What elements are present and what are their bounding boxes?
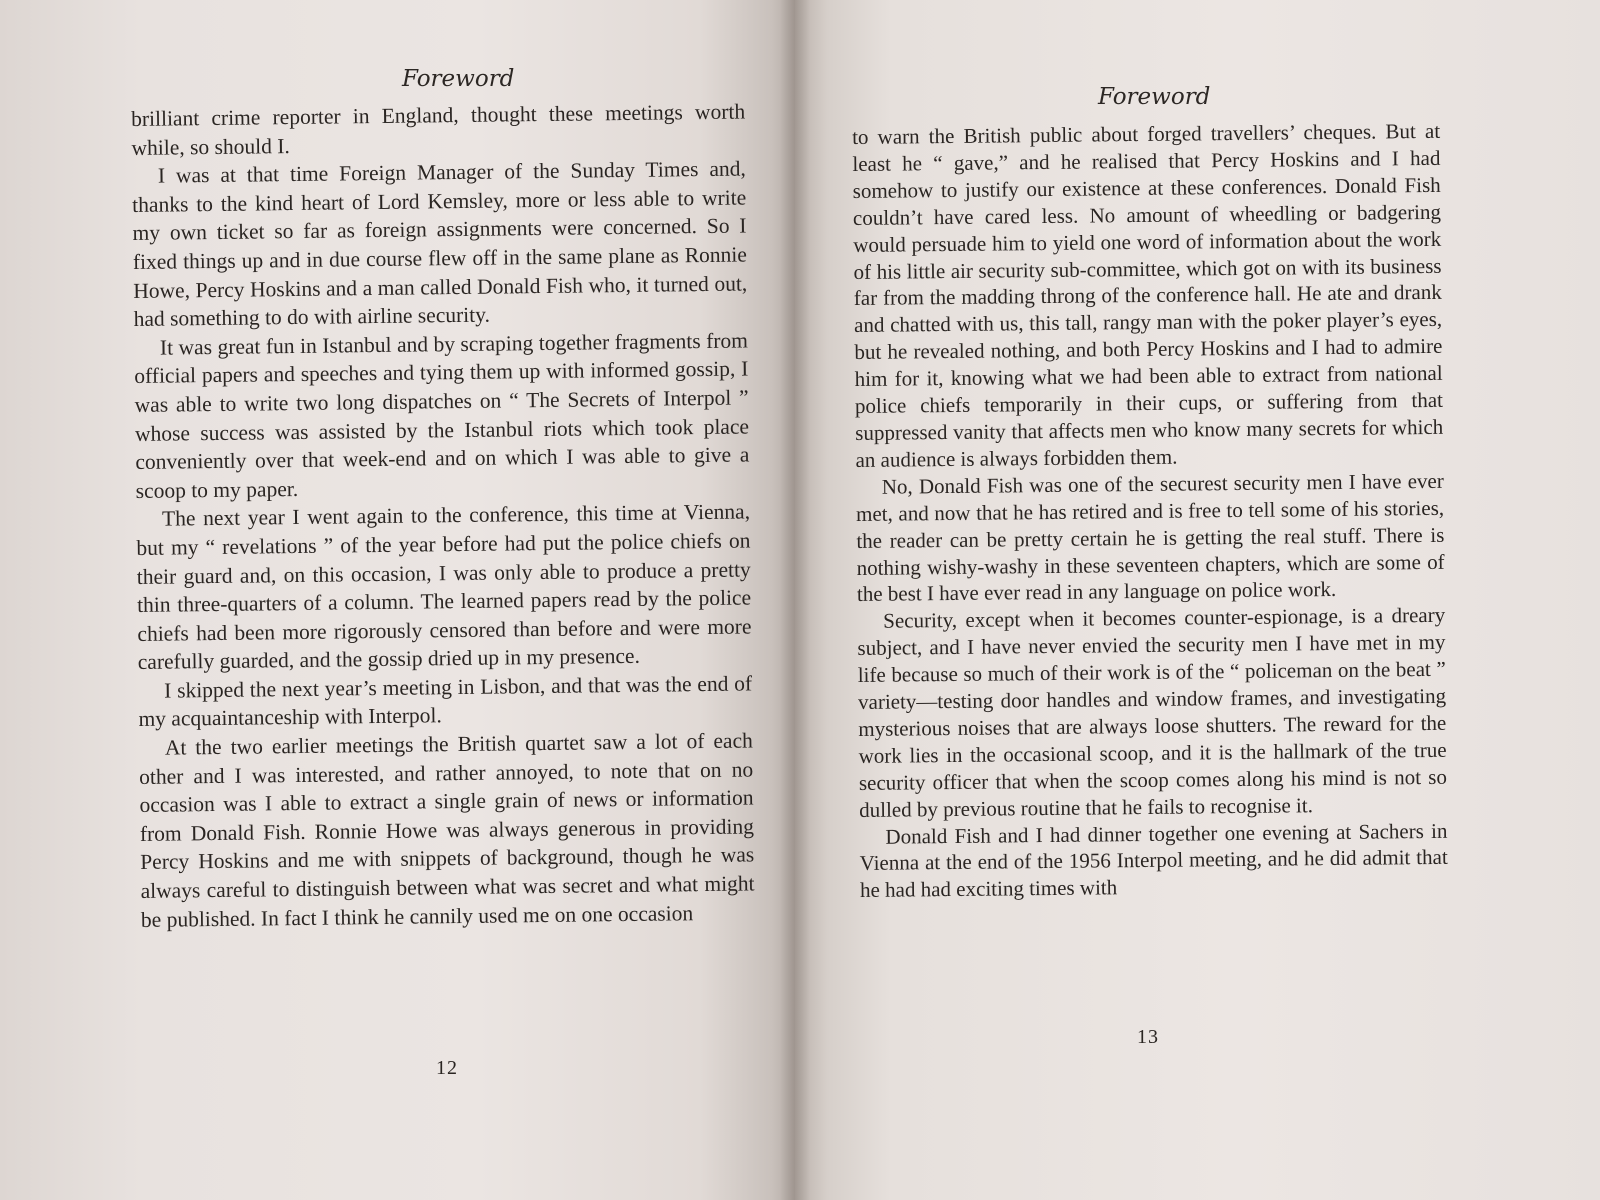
page-number: 13 [1137,1026,1159,1048]
paragraph: Donald Fish and I had dinner together one evening at Sachers in Vienna at the end of the 1956 Interpol meeting, and he did admit that he had had exciting times with [859,818,1448,903]
body-text [131,97,755,934]
paragraph: brilliant crime reporter in England, thought these meetings worth while, so should I. [131,99,746,160]
page-number: 12 [436,1057,458,1079]
left-page [0,0,795,1200]
paragraph: Security, except when it becomes counter-espionage, is a dreary subject, and I have never envied the security men I have met in my life because so much of their work is of the “ policeman on the beat ” variety—testing door handles and window frames, and investigating mysterious noises that are always loose shutters. The reward for the work lies in the occasional scoop, and it is the hallmark of the true security officer that when the scoop comes along his mind is not so dulled by previous routine that he fails to recognise it. [857,603,1447,822]
running-head: Foreword [402,66,515,92]
running-head: Foreword [1098,84,1211,110]
paragraph: The next year I went again to the conference, this time at Vienna, but my “ revelations ” of the year before had put the police chiefs on their guard and, on this occasion, I was only able to produce a pretty thin three-quarters of a column. The learned papers read by the police chiefs had been more rigorously censored than before and were more carefully guarded, and the gossip dried up in my presence. [136,499,752,675]
paragraph: to warn the British public about forged travellers’ cheques. But at least he “ gave,” and he realised that Percy Hoskins and I had somehow to justify our existence at these conferences. Donald Fish couldn’t have cared less. No amount of wheedling or badgering would persuade him to yield one word of information about the work of his little air security sub-committee, which got on with its business far from the madding throng of the conference hall. He ate and drank and chatted with us, this tall, rangy man with the poker player’s eyes, but he revealed nothing, and both Percy Hoskins and I had to admire him for it, knowing what we had been able to extract from national police chiefs temporarily in their cups, or suffering from that suppressed vanity that affects men who know many secrets for which an audience is always forbidden them. [852,118,1444,472]
paragraph: I skipped the next year’s meeting in Lisbon, and that was the end of my acquaintanceship with Interpol. [138,671,753,732]
paragraph: No, Donald Fish was one of the securest security men I have ever met, and now that he has retired and is free to tell some of his stories, the reader can be pretty certain he is getting the real stuff. There is nothing wishy-washy in these seventeen chapters, which are some of the best I have ever read in any language on police work. [855,468,1445,607]
right-page [795,0,1600,1200]
paragraph: At the two earlier meetings the British quartet saw a lot of each other and I was interested, and rather annoyed, to note that on no occasion was I able to extract a single grain of news or information from Donald Fish. Ronnie Howe was always generous in providing Percy Hoskins and me with snippets of background, though he was always careful to distinguish between what was secret and what might be published. In fact I think he cannily used me on one occasion [139,728,755,932]
book-gutter [780,0,810,1200]
body-text [852,118,1448,904]
paragraph: It was great fun in Istanbul and by scraping together fragments from official papers and speeches and tying them up with informed gossip, I was able to write two long dispatches on “ The Secrets of Interpol ” whose success was assisted by the Istanbul riots which took place conveniently over that week-end and on which I was able to give a scoop to my paper. [134,328,750,503]
paragraph: I was at that time Foreign Manager of the Sunday Times and, thanks to the kind heart of Lord Kemsley, more or less able to write my own ticket so far as foreign assignments were concerned. So I fixed things up and in due course flew off in the same plane as Ronnie Howe, Percy Hoskins and a man called Donald Fish who, it turned out, had something to do with airline security. [132,156,748,332]
